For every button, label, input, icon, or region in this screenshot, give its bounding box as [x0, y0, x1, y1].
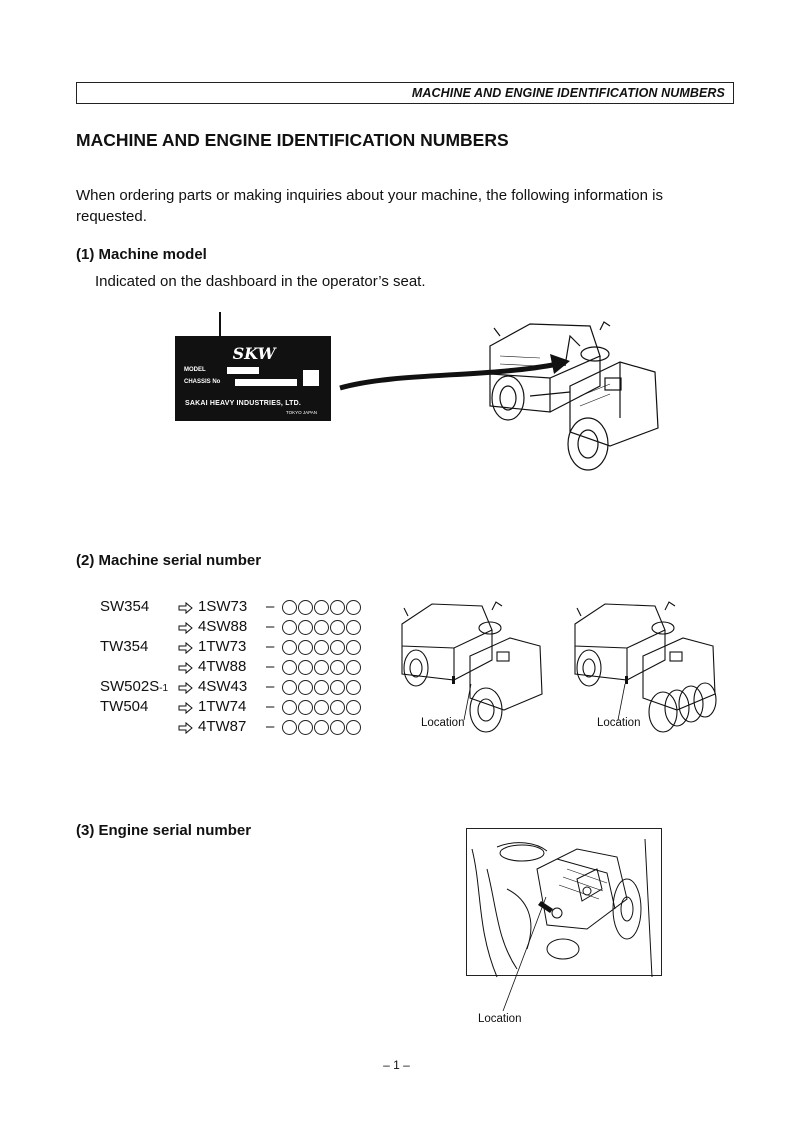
engine-illustration-frame — [466, 828, 662, 976]
table-row — [0, 618, 400, 638]
engine-location-caption: Location — [478, 1013, 522, 1025]
table-row — [0, 638, 400, 658]
plate-maker-name: SAKAI HEAVY INDUSTRIES, LTD. — [185, 400, 302, 407]
engine-illustration — [467, 829, 663, 977]
serial-dash: – — [266, 698, 275, 715]
serial-digit-boxes — [282, 720, 362, 735]
plate-model-label: MODEL — [184, 367, 206, 373]
hollow-right-arrow-icon — [178, 622, 194, 634]
model-name: TW354 — [100, 638, 149, 655]
section-engine-serial-heading: (3) Engine serial number — [76, 822, 252, 839]
serial-digit-boxes — [282, 700, 362, 715]
serial-code: 1SW73 — [198, 598, 248, 615]
location-caption-right: Location — [597, 717, 641, 729]
hollow-right-arrow-icon — [178, 722, 194, 734]
serial-dash: – — [266, 658, 275, 675]
section-machine-model-heading: (1) Machine model — [76, 246, 207, 263]
page-title: MACHINE AND ENGINE IDENTIFICATION NUMBERS — [76, 130, 509, 150]
serial-digit-boxes — [282, 660, 362, 675]
hollow-right-arrow-icon — [178, 682, 194, 694]
serial-number-table — [0, 598, 400, 748]
hollow-right-arrow-icon — [178, 642, 194, 654]
serial-dash: – — [266, 718, 275, 735]
section-machine-model-text: Indicated on the dashboard in the operator’s seat. — [95, 273, 426, 290]
sakai-logo-icon — [232, 344, 276, 363]
engine-location-pointer-line — [500, 895, 550, 1015]
serial-code: 4TW87 — [198, 718, 247, 735]
hollow-right-arrow-icon — [178, 702, 194, 714]
serial-code: 1TW73 — [198, 638, 247, 655]
section-serial-number-heading: (2) Machine serial number — [76, 552, 262, 569]
location-caption-left: Location — [421, 717, 465, 729]
table-row — [0, 718, 400, 738]
table-row — [0, 678, 400, 698]
table-row — [0, 598, 400, 618]
roller-machine-illustration — [470, 316, 670, 476]
serial-digit-boxes — [282, 620, 362, 635]
plate-city: TOKYO JAPAN — [285, 410, 317, 415]
hollow-right-arrow-icon — [178, 602, 194, 614]
plate-chassis-field — [235, 379, 297, 386]
serial-dash: – — [266, 638, 275, 655]
table-row — [0, 658, 400, 678]
serial-code: 1TW74 — [198, 698, 247, 715]
svg-text:SKW: SKW — [232, 344, 276, 363]
model-name: SW354 — [100, 598, 150, 615]
serial-code: 4TW88 — [198, 658, 247, 675]
location-pointer-line-left — [463, 684, 473, 722]
plate-stamp-field — [303, 370, 319, 386]
plate-model-field — [227, 367, 259, 374]
serial-digit-boxes — [282, 640, 362, 655]
running-header-text: MACHINE AND ENGINE IDENTIFICATION NUMBERS — [411, 86, 725, 100]
serial-dash: – — [266, 598, 275, 615]
model-name: SW502S-1 — [100, 678, 169, 695]
serial-digit-boxes — [282, 680, 362, 695]
hollow-right-arrow-icon — [178, 662, 194, 674]
plate-chassis-label: CHASSIS No — [184, 379, 221, 385]
serial-digit-boxes — [282, 600, 362, 615]
serial-dash: – — [266, 678, 275, 695]
serial-code: 4SW88 — [198, 618, 248, 635]
identification-plate — [175, 336, 331, 421]
running-header — [76, 82, 734, 104]
serial-code: 4SW43 — [198, 678, 248, 695]
page-number: – 1 – — [383, 1058, 410, 1072]
intro-paragraph: When ordering parts or making inquiries about your machine, the following information is requested. — [76, 187, 663, 225]
serial-dash: – — [266, 618, 275, 635]
table-row — [0, 698, 400, 718]
roller-tw-illustration — [565, 598, 730, 738]
model-name: TW504 — [100, 698, 149, 715]
